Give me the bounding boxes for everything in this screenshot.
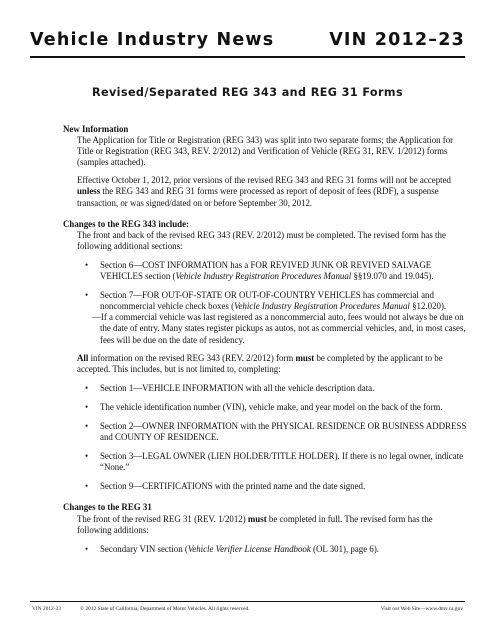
- bullet-icon: •: [85, 451, 89, 462]
- text-run: be completed in full. The revised form has the following additions:: [77, 513, 433, 535]
- footer-rule: [30, 601, 465, 602]
- manual-title: Vehicle Verifier License Handbook: [187, 543, 311, 554]
- text-run: information on the revised REG 343 (REV. 2/2012) form: [88, 352, 296, 363]
- manual-title: Vehicle Industry Registration Procedures Manual: [175, 271, 352, 282]
- footer-website-link[interactable]: Visit our Web Site—www.dmv.ca.gov: [380, 606, 463, 612]
- text-run: Section 1—VEHICLE INFORMATION with all the vehicle description data.: [100, 382, 375, 393]
- bullet-icon: •: [85, 259, 89, 270]
- text-run: the REG 343 and REG 31 forms were processed as report of deposit of fees (RDF), a suspense transaction, or was signed/dated on or before September 30, 2012.: [77, 186, 439, 208]
- text-run: §12.020).: [409, 301, 447, 312]
- reg31-intro: [63, 514, 467, 536]
- commercial-vehicle-note: [63, 312, 467, 345]
- issue-number: VIN 2012–23: [329, 30, 465, 50]
- text-run: Section 7—FOR OUT-OF-STATE OR OUT-OF-COUNTRY VEHICLES has commercial and noncommercial vehicle check boxes (: [100, 290, 434, 312]
- reg343-intro: The front and back of the revised REG 343 (REV. 2/2012) must be completed. The revised form has the following additional sections:: [77, 229, 446, 251]
- list-item: [63, 383, 467, 394]
- list-item: [63, 421, 467, 443]
- text-run: (OL 301), page 6).: [310, 543, 379, 554]
- text-run: Section 6—COST INFORMATION has a FOR REVIVED JUNK OR REVIVED SALVAGE VEHICLES section (: [100, 259, 432, 282]
- text-run: Section 2—OWNER INFORMATION with the PHYSICAL RESIDENCE OR BUSINESS ADDRESS and COUNTY OF RESIDENCE.: [100, 420, 467, 443]
- bullet-icon: •: [85, 401, 89, 412]
- list-item: [63, 290, 467, 312]
- list-item: [63, 451, 467, 473]
- emphasis-unless: unless: [77, 186, 101, 197]
- footer-issue: VIN 2012-23: [32, 606, 61, 612]
- list-item: [63, 544, 467, 555]
- text-run: The front of the revised REG 31 (REV. 1/2012): [77, 513, 248, 524]
- header-rule: [30, 56, 465, 58]
- new-info-paragraph-2: [63, 175, 467, 208]
- bullet-icon: •: [85, 481, 89, 492]
- list-item: [63, 481, 467, 492]
- emphasis-must: must: [247, 513, 267, 524]
- list-item: [63, 260, 467, 282]
- emphasis-must: must: [295, 352, 315, 363]
- text-run: Effective October 1, 2012, prior versions of the revised REG 343 and REG 31 forms will not be accepted: [77, 175, 451, 186]
- bullet-icon: •: [85, 290, 89, 301]
- bullet-icon: •: [85, 382, 89, 393]
- page-header: [30, 30, 465, 54]
- new-info-paragraph-1: The Application for Title or Registration (REG 343) was split into two separate forms; the Application for Title or Registration (REG 343, REV. 2/2012) and Verification of Vehicle (REG 31, REV. 1/2012) forms (samples attached).: [77, 135, 454, 168]
- reg343-required-list: [63, 383, 467, 493]
- footer-copyright: © 2012 State of California, Department of Motor Vehicles. All rights reserved.: [80, 606, 250, 612]
- text-run: —If a commercial vehicle was last registered as a noncommercial auto, fees would not always be due on the date of entry. Many states register pickups as autos, not as commercial vehicles, and, in most cases, fees will be due on the date of residency.: [92, 312, 466, 345]
- emphasis-all: All: [77, 352, 89, 363]
- text-run: be completed by the applicant to be accepted. This includes, but is not limited to, completing:: [77, 352, 443, 374]
- text-run: Section 3—LEGAL OWNER (LIEN HOLDER/TITLE HOLDER). If there is no legal owner, indicate “None.”: [100, 451, 464, 473]
- reg31-heading: Changes to the REG 31: [63, 502, 152, 513]
- text-run: §§19.070 and 19.045).: [351, 271, 434, 282]
- bullet-icon: •: [85, 420, 89, 431]
- text-run: Secondary VIN section (: [100, 543, 188, 554]
- reg343-heading: Changes to the REG 343 include:: [63, 218, 189, 229]
- text-run: Section 9—CERTIFICATIONS with the printed name and the date signed.: [100, 481, 366, 492]
- article-body: [63, 124, 467, 555]
- article-title: Revised/Separated REG 343 and REG 31 Forms: [91, 86, 404, 99]
- list-item: [63, 402, 467, 413]
- new-info-heading: New Information: [63, 124, 129, 134]
- newsletter-title: Vehicle Industry News: [30, 30, 275, 50]
- bullet-icon: •: [85, 543, 89, 554]
- reg31-additions-list: [63, 544, 467, 555]
- text-run: The vehicle identification number (VIN), vehicle make, and year model on the back of the form.: [100, 401, 443, 412]
- reg343-sections-list: [63, 260, 467, 312]
- reg343-all-info-paragraph: [63, 353, 467, 375]
- manual-title: Vehicle Industry Registration Procedures Manual: [234, 301, 410, 312]
